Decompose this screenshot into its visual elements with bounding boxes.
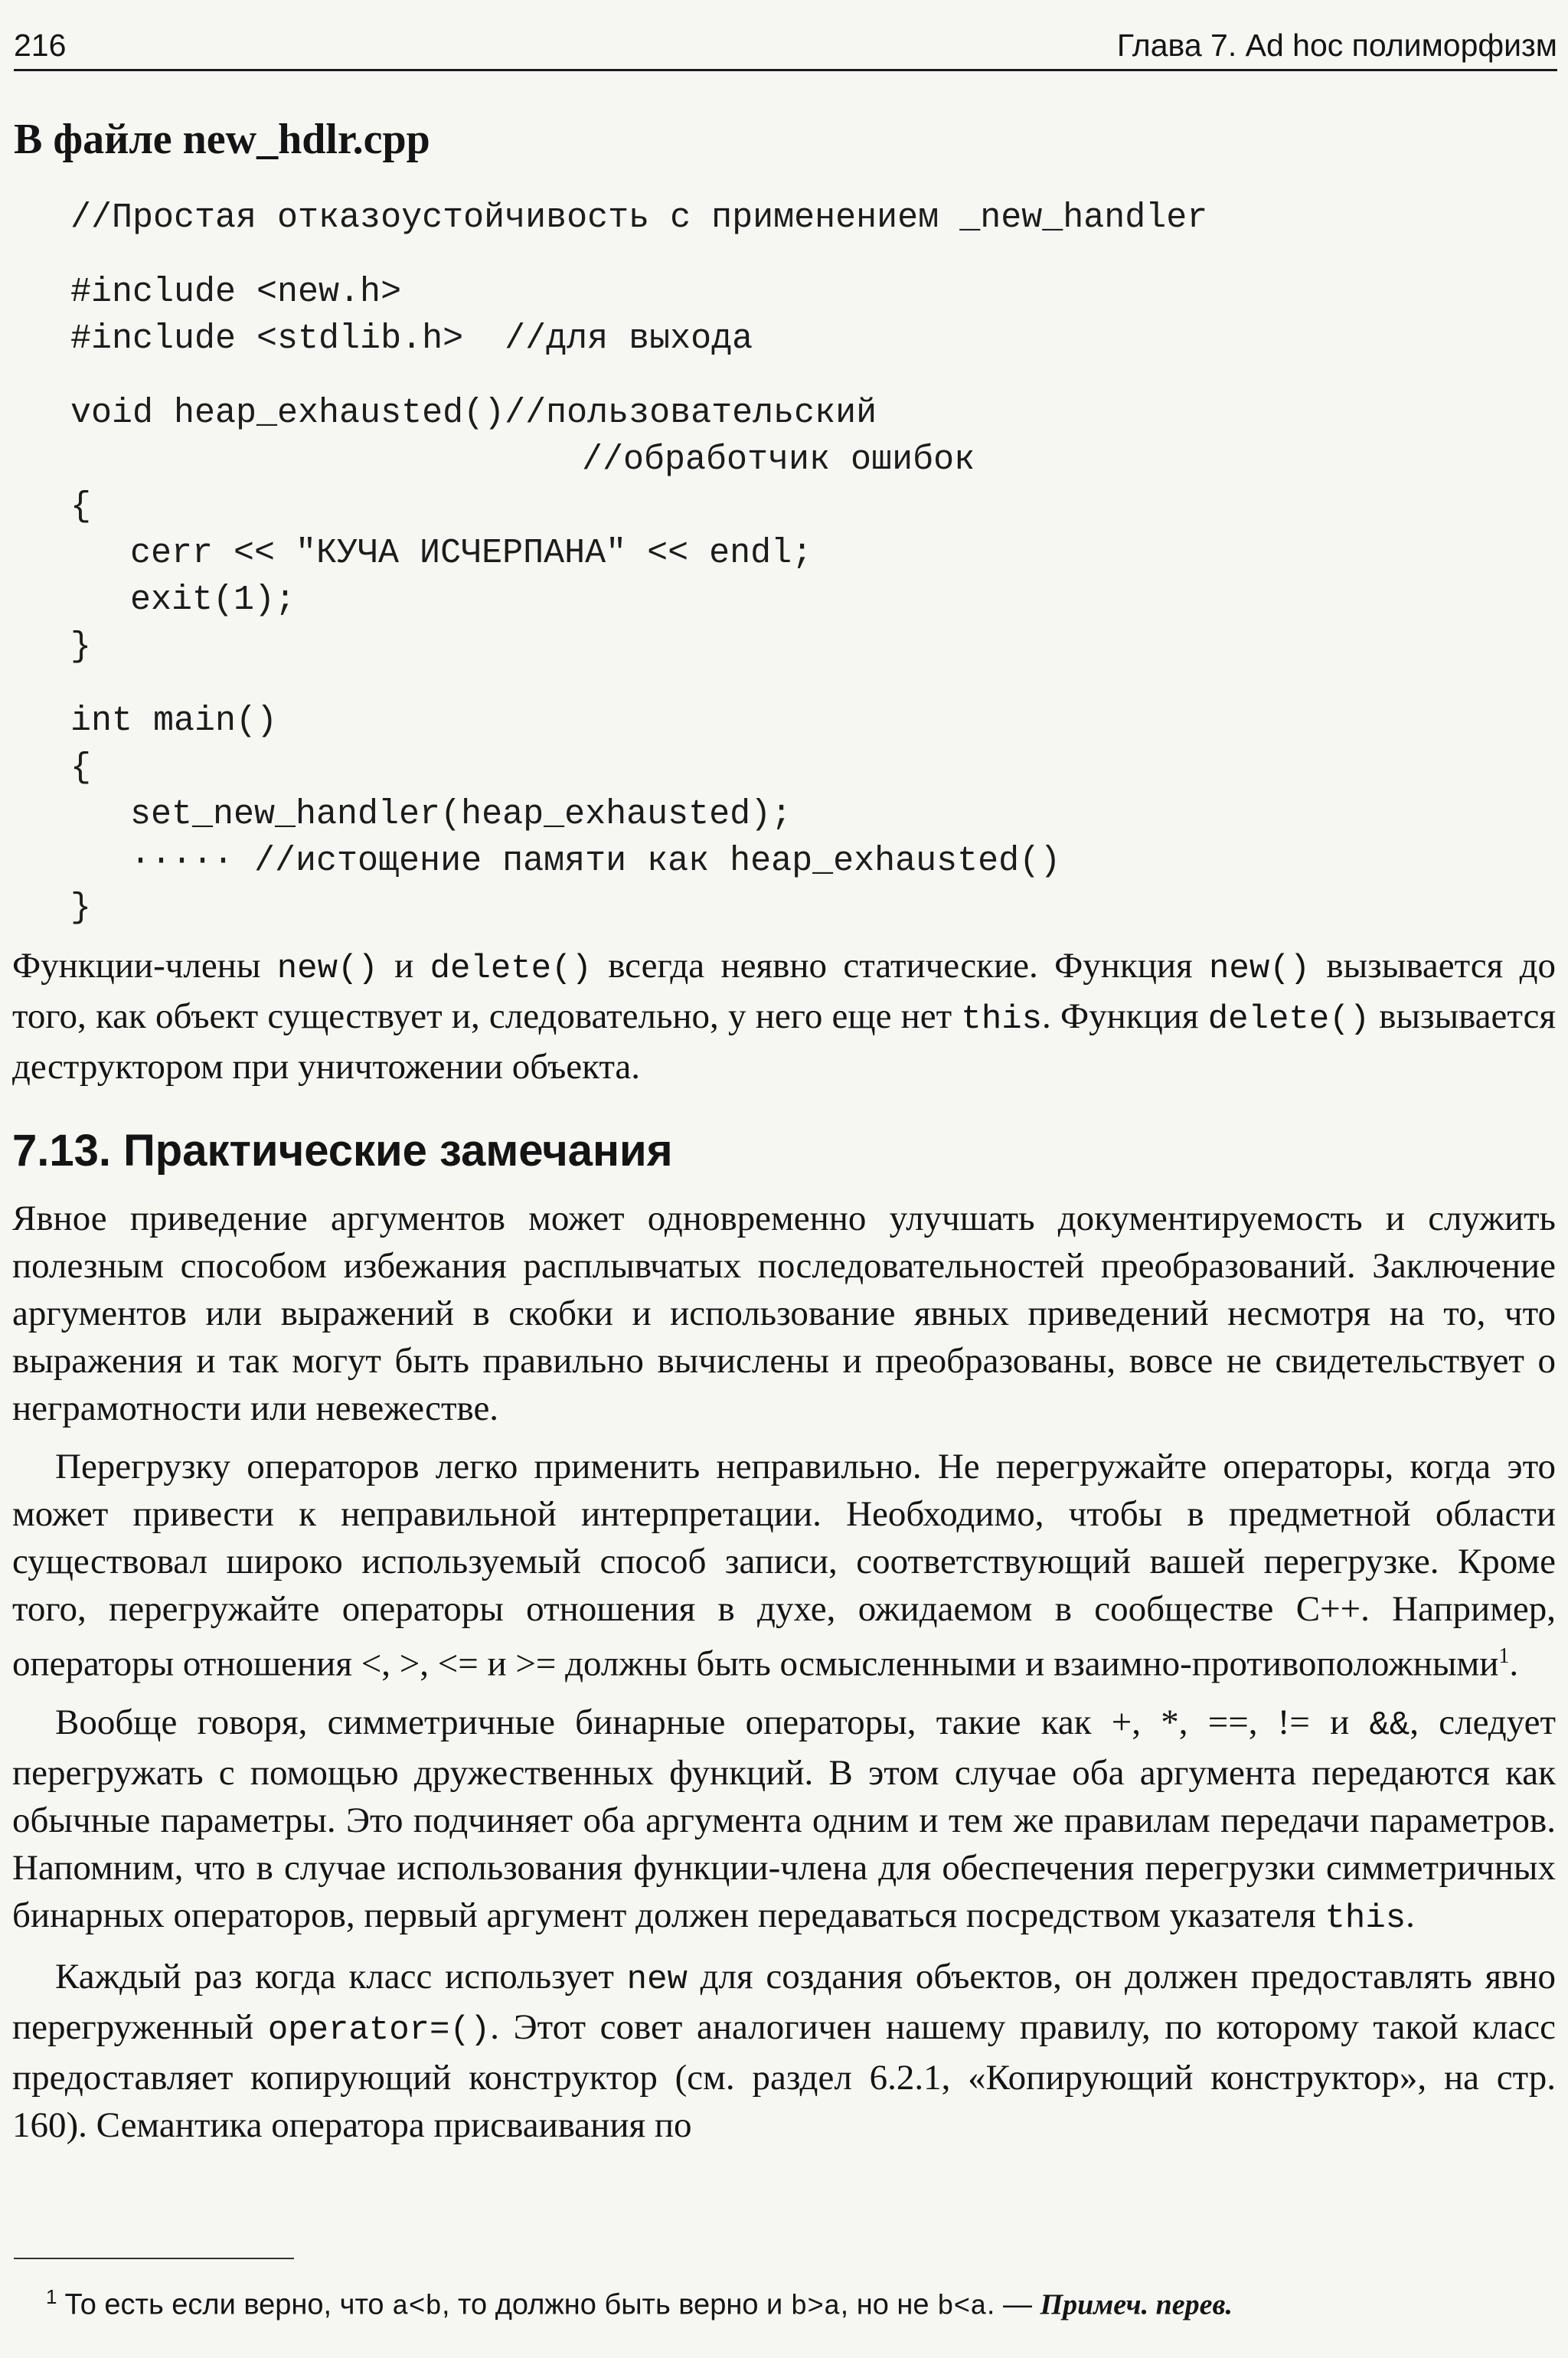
paragraph <box>12 942 1556 1091</box>
chapter-title: Глава 7. Ad hoc полиморфизм <box>1116 28 1557 63</box>
code-line: void heap_exhausted()//пользовательский <box>70 394 877 433</box>
text-run: , следует перегружать с помощью дружественных функций. В этом случае оба аргумента передаются как обычные параметры. Это подчиняет оба аргумента одним и тем же правилам передачи параметров. Напомним, что в случае использования функции-члена для обеспечения перегрузки симметричных бинарных операторов, первый аргумент должен передаваться посредством указателя <box>12 1702 1557 1935</box>
text-run: То есть если верно, что <box>64 2288 393 2321</box>
paragraph: Явное приведение аргументов может одновременно улучшать документируемость и служить полезным способом избежания расплывчатых последовательностей преобразований. Заключение аргументов или выражений в скобки и использование явных приведений несмотря на то, что выражения и так могут быть правильно вычислены и преобразованы, вовсе не свидетельствует о неграмотности или невежестве. <box>12 1199 1556 1428</box>
code-inline: this <box>961 1000 1043 1038</box>
text-run: . <box>1509 1643 1519 1684</box>
paragraph <box>12 1443 1556 1688</box>
text-run: вызывается до того, как объект существует и, следовательно, у него еще нет <box>12 946 1556 1036</box>
text-run: и <box>377 946 430 986</box>
footnote-mark: 1 <box>46 2285 57 2308</box>
code-line: #include <stdlib.h> //для выхода <box>70 319 753 358</box>
code-line: cerr << "КУЧА ИСЧЕРПАНА" << endl; <box>130 534 813 573</box>
text-run: . — <box>986 2288 1040 2321</box>
text-run: . <box>1406 1895 1415 1935</box>
code-line: { <box>70 748 92 787</box>
code-inline: b>a <box>790 2291 841 2323</box>
code-inline: && <box>1369 1706 1410 1745</box>
code-listing <box>70 195 1510 931</box>
code-inline: new() <box>1209 950 1311 988</box>
section-heading: 7.13. Практические замечания <box>12 1126 673 1176</box>
footnote-divider <box>14 2258 294 2259</box>
footnote <box>46 2278 1556 2327</box>
text-run: Вообще говоря, симметричные бинарные операторы, такие как +, *, ==, != и <box>55 1702 1370 1742</box>
paragraph <box>12 1699 1556 1942</box>
text-run: Перегрузку операторов легко применить неправильно. Не перегружайте операторы, когда это может привести к неправильной интерпретации. Необходимо, чтобы в предметной области существовал широко используемый способ записи, соответствующий вашей перегрузке. Кроме того, перегружайте операторы отношения в духе, ожидаемом в сообществе C++. Например, операторы отношения <, >, <= и >= должны быть осмысленными и взаимно-противоположными <box>12 1447 1556 1684</box>
code-inline: new <box>626 1960 688 1999</box>
code-line: #include <new.h> <box>70 273 402 312</box>
text-run: вызывается деструктором при уничтожении объекта. <box>12 996 1556 1087</box>
code-inline: this <box>1325 1899 1406 1938</box>
running-header <box>14 25 1557 71</box>
text-run: . Функция <box>1042 996 1208 1036</box>
code-line: //Простая отказоустойчивость с применением _new_handler <box>70 198 1208 237</box>
text-run: для создания объектов, он должен предоставлять явно перегруженный <box>12 1956 1556 2047</box>
code-inline: a<b <box>392 2291 442 2323</box>
text-run: . Этот совет аналогичен нашему правилу, по которому такой класс предоставляет копирующий конструктор (см. раздел 6.2.1, «Копирующий конструктор», на стр. 160). Семантика оператора присваивания по <box>12 2006 1556 2145</box>
page-number: 216 <box>14 28 67 63</box>
code-inline: operator=() <box>267 2010 491 2049</box>
text-run: Каждый раз когда класс использует <box>55 1956 627 1997</box>
code-inline: b<a <box>937 2291 987 2323</box>
code-inline: new() <box>276 950 378 988</box>
code-line: ····· //истощение памяти как heap_exhausted() <box>130 842 1061 881</box>
code-line: int main() <box>70 702 278 741</box>
translator-note: Примеч. перев. <box>1040 2288 1233 2321</box>
text-run: всегда неявно статические. Функция <box>591 946 1210 986</box>
text-run: , но не <box>840 2288 938 2321</box>
code-line: set_new_handler(heap_exhausted); <box>130 795 792 834</box>
code-line: } <box>70 888 92 927</box>
text-run: Функции-члены <box>12 946 277 986</box>
footnote-ref[interactable]: 1 <box>1498 1644 1510 1668</box>
file-heading: В файле new_hdlr.cpp <box>14 116 430 163</box>
code-inline: delete() <box>430 950 592 988</box>
code-line: //обработчик ошибок <box>582 440 975 479</box>
code-line: { <box>70 487 92 526</box>
text-run: , то должно быть верно и <box>441 2288 791 2321</box>
code-line: exit(1); <box>130 581 296 620</box>
body-text <box>12 942 1556 2160</box>
paragraph <box>12 1953 1556 2149</box>
code-line: } <box>70 627 92 666</box>
code-inline: delete() <box>1207 1000 1370 1038</box>
